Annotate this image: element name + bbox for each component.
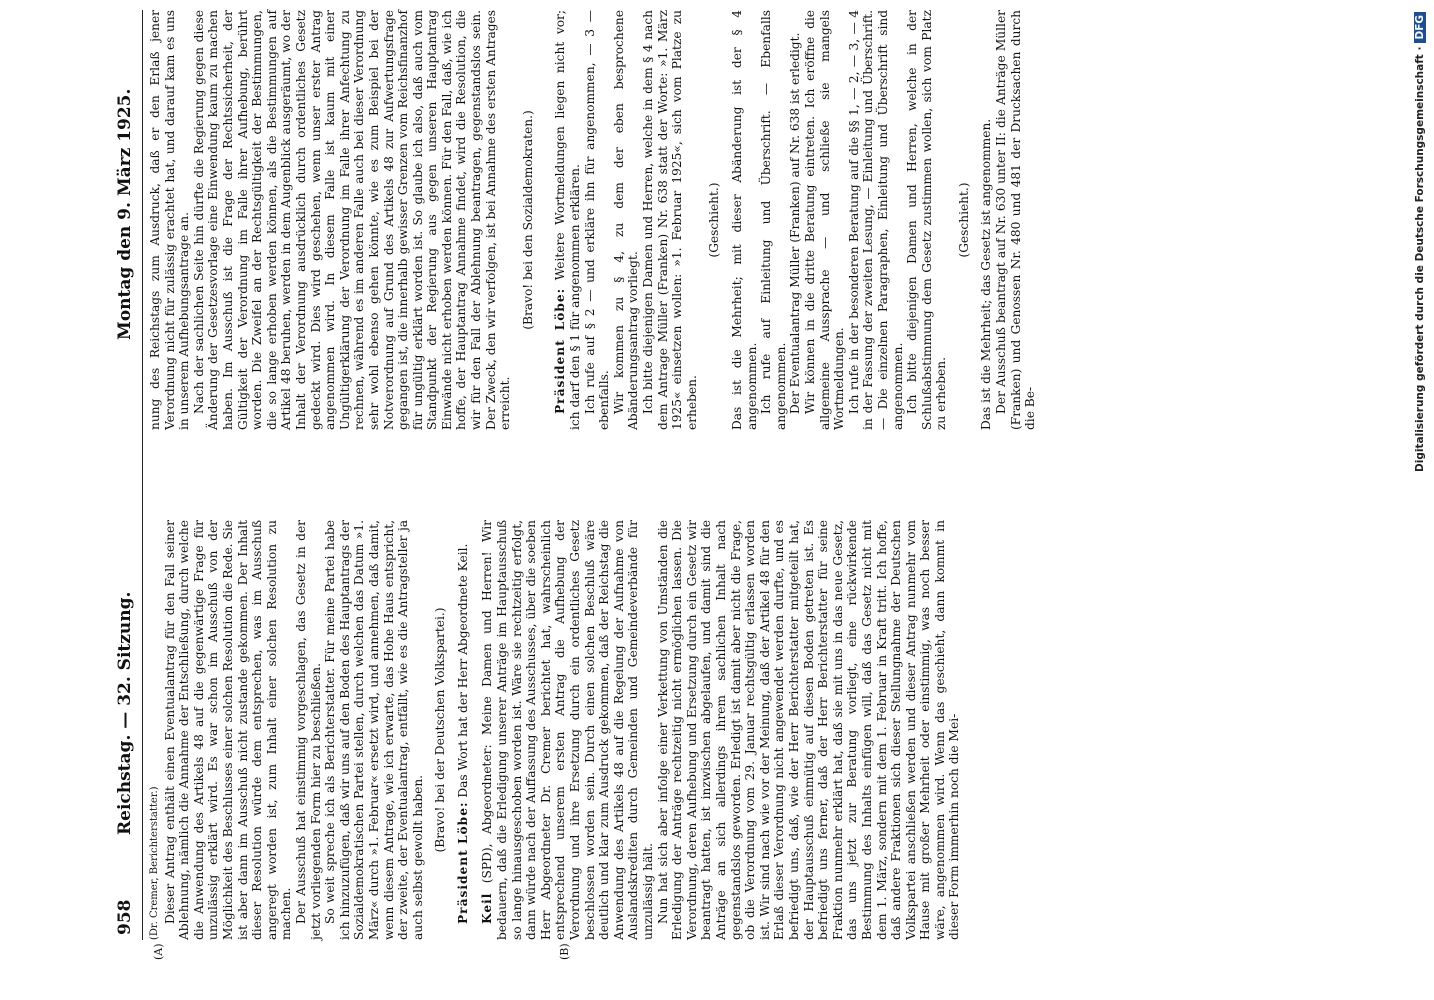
- speaker-name: Präsident Löbe:: [553, 287, 568, 414]
- paragraph: So weit spreche ich als Berichterstatter. Für meine Partei habe ich hinzuzufügen, daß wir uns auf den Boden des Hauptantrags der Sozialdemokratischen Partei stellen, durch welchen das Datum »1. März« durch »1. Februar« ersetzt wird, und annehmen, daß damit, wenn diesem Antrage, wie ich erwarte, das Hohe Haus entspricht, der zweite, der Eventualantrag, entfällt, wie es die Antragsteller ja auch selbst gewollt haben.: [323, 520, 425, 940]
- paragraph: Wir können in die dritte Beratung eintreten. Ich eröffne die allgemeine Aussprache — und schließe sie mangels Wortmeldungen.: [802, 10, 847, 430]
- credit-text: Digitalisierung gefördert durch die Deutsche Forschungsgemeinschaft ·: [1414, 46, 1426, 472]
- paragraph: Nun hat sich aber infolge einer Verkettung von Umständen die Erledigung der Anträge rechtzeitig nicht ermöglichen lassen. Die Verordnung, deren Aufhebung und Ersetzung durch ein Gesetz wir beantragt hatten, ist inzwischen abgelaufen, und damit sind die Anträge an sich allerdings ihrem sachlichen Inhalt nach gegenstandslos geworden. Erledigt ist damit aber nicht die Frage, ob die Verordnung vom 29. Januar rechtsgültig erlassen worden ist. Wir sind nach wie vor der Meinung, daß der Artikel 48 für den Erlaß dieser Verordnung nicht angewendet werden durfte, und es befriedigt uns, daß, wie der Herr Berichterstatter mitgeteilt hat, der Hauptausschuß einmütig auf diesen Boden getreten ist. Es befriedigt uns ferner, daß der Herr Berichterstatter für seine Fraktion nunmehr erklärt hat, daß sie mit uns in das neue Gesetz, das uns jetzt zur Beratung vorliegt, eine rückwirkende Bestimmung des Inhalts einfügen will, daß das Gesetz nicht mit dem 1. März, sondern mit dem 1. Februar in Kraft tritt. Ich hoffe, daß andere Fraktionen sich dieser Stellungnahme der Deutschen Volkspartei anschließen werden und dieser Antrag nunmehr vom Hause mit großer Mehrheit oder einstimmig, was noch besser wäre, angenommen wird. Wenn das geschieht, dann kommt in dieser Form immerhin noch die Mei-: [655, 520, 962, 940]
- column-left: [148, 519, 962, 960]
- column-right: [148, 10, 1038, 430]
- paragraph: Nach der sachlichen Seite hin dürfte die Regierung gegen diese Änderung der Gesetzesvorlage eine Einwendung kaum zu machen haben. Im Ausschuß ist die Frage der Rechtssicherheit, der Gültigkeit der Verordnung im Falle ihrer Aufhebung, berührt worden. Die Zweifel an der Rechtsgültigkeit der Bestimmungen, die so lange erhoben werden können, als die Bestimmungen auf Artikel 48 beruhen, werden in dem Augenblick ausgeräumt, wo der Inhalt der Verordnung ausdrücklich durch ordentliches Gesetz gedeckt wird. Dies wird geschehen, wenn unser erster Antrag angenommen wird. In diesem Falle ist kaum mit einer Ungültigerklärung der Verordnung im Falle ihrer Anfechtung zu rechnen, während es im anderen Falle auch bei dieser Verordnung sehr wohl ebenso gehen könnte, wie es zum Beispiel bei der Notverordnung auf Grund des Artikels 48 zur Aufwertungsfrage gegangen ist, die innerhalb gewisser Grenzen vom Reichsfinanzhof für ungültig erklärt worden ist. So glaube ich also, daß auch vom Standpunkt der Regierung aus gegen unseren Hauptantrag Einwände nicht erhoben werden können. Für den Fall, daß, wie ich hoffe, der Hauptantrag Annahme findet, wird die Resolution, die wir für den Fall der Ablehnung beantragen, gegenstandslos sein. Der Zweck, den wir verfolgen, ist bei Annahme des ersten Antrages erreicht.: [191, 10, 513, 430]
- paragraph: [456, 520, 471, 940]
- paragraph: Der Ausschuß hat einstimmig vorgeschlagen, das Gesetz in der jetzt vorliegenden Form hier zu beschließen.: [293, 520, 323, 940]
- paragraph: Ich bitte diejenigen Damen und Herren, welche in dem § 4 nach dem Antrage Müller (Franken) Nr. 638 statt der Worte: »1. März 1925« einsetzen wollen: »1. Februar 1925«, sich vom Platze zu erheben.: [641, 10, 699, 430]
- paragraph: [553, 10, 582, 430]
- speaker-text: (SPD), Abgeordneter: Meine Damen und Herren! Wir bedauern, daß die Erledigung unserer Anträge im Hauptausschuß so lange hinausgeschoben worden ist. Wäre sie rechtzeitig erfolgt, dann würde nach der Auffassung des Ausschusses, über die soeben Herr Abgeordneter Dr. Cremer berichtet hat, wahrscheinlich entsprechend unserem ersten Antrag die Aufhebung der Verordnung und ihre Ersetzung durch ein ordentliches Gesetz beschlossen worden sein. Durch einen solchen Beschluß wäre deutlich und klar zum Ausdruck gekommen, daß der Reichstag die Anwendung des Artikels 48 auf die Regelung der Aufnahme von Auslandskrediten durch Gemeinden und Gemeindeverbände für unzulässig hält.: [480, 519, 655, 940]
- dfg-logo: DFG: [1414, 12, 1426, 43]
- scanned-page: [30, 0, 1430, 980]
- page-number: 958: [115, 899, 135, 935]
- header-left: Reichstag. — 32. Sitzung.: [115, 591, 135, 835]
- paragraph: [480, 520, 655, 940]
- paragraph: Ich rufe in der besonderen Beratung auf die §§ 1, — 2, — 3, — 4 in der Fassung der zweiten Lesung, — Einleitung und Überschrift. — Die einzelnen Paragraphen, Einleitung und Überschrift sind angenommen.: [846, 10, 905, 430]
- paragraph: Das ist die Mehrheit; das Gesetz ist angenommen.: [979, 118, 994, 430]
- digitization-credit: [1412, 0, 1432, 1000]
- stage-direction: (Geschieht.): [956, 182, 971, 258]
- stage-direction: (Geschieht.): [707, 182, 722, 258]
- margin-mark-a: (A): [152, 943, 165, 960]
- speaker-text: Weitere Wortmeldungen liegen nicht vor; ich darf den § 1 für angenommen erklären.: [553, 10, 583, 430]
- paragraph: Das ist die Mehrheit; mit dieser Abänderung ist der § 4 angenommen.: [729, 10, 759, 430]
- paragraph: Dieser Antrag enthält einen Eventualantrag für den Fall seiner Ablehnung, nämlich die Annahme der Entschließung, durch welche die Anwendung des Artikels 48 auf die gegenwärtige Frage für unzulässig erklärt wird. Es war schon im Ausschuß von der Möglichkeit des Beschlusses einer solchen Resolution die Rede. Sie ist aber dann im Ausschuß nicht zustande gekommen. Der Inhalt dieser Resolution würde dem entsprechen, was im Ausschuß angeregt worden ist, zum Inhalt einer solchen Resolution zu machen.: [162, 520, 294, 940]
- paragraph: Ich rufe auf § 2 — und erkläre ihn für angenommen, — 3 — ebenfalls.: [582, 10, 612, 430]
- paragraph: Ich rufe auf Einleitung und Überschrift. — Ebenfalls angenommen.: [759, 10, 788, 430]
- margin-mark-b: (B): [558, 943, 571, 960]
- paragraph: nung des Reichstags zum Ausdruck, daß er den Erlaß jener Verordnung nicht für zulässig erachtet hat, und darauf kam es uns in unserem Aufhebungsantrage an.: [148, 10, 192, 430]
- header-right: Montag den 9. März 1925.: [115, 88, 135, 340]
- paragraph: Wir kommen zu § 4, zu dem der eben besprochene Abänderungsantrag vorliegt.: [611, 10, 641, 430]
- paragraph: Der Ausschuß beantragt auf Nr. 630 unter II: die Anträge Müller (Franken) und Genossen Nr. 480 und 481 der Drucksachen durch die Be-: [994, 10, 1038, 430]
- speaker-text: Das Wort hat der Herr Abgeordnete Keil.: [455, 543, 470, 798]
- paragraph: Der Eventualantrag Müller (Franken) auf Nr. 638 ist erledigt.: [788, 32, 803, 414]
- speaker-name: Keil: [480, 892, 495, 924]
- paragraph: Ich bitte diejenigen Damen und Herren, welche in der Schlußabstimmung dem Gesetz zustimmen wollen, sich vom Platz zu erheben.: [905, 10, 949, 430]
- speaker-name: Präsident Löbe:: [455, 801, 470, 924]
- applause: (Bravo! bei der Deutschen Volkspartei.): [433, 607, 448, 853]
- applause: (Bravo! bei den Sozialdemokraten.): [520, 110, 535, 330]
- speaker-note: (Dr. Cremer, Berichterstatter.): [149, 786, 160, 940]
- page-header: [115, 0, 143, 980]
- header-rule: [142, 10, 143, 940]
